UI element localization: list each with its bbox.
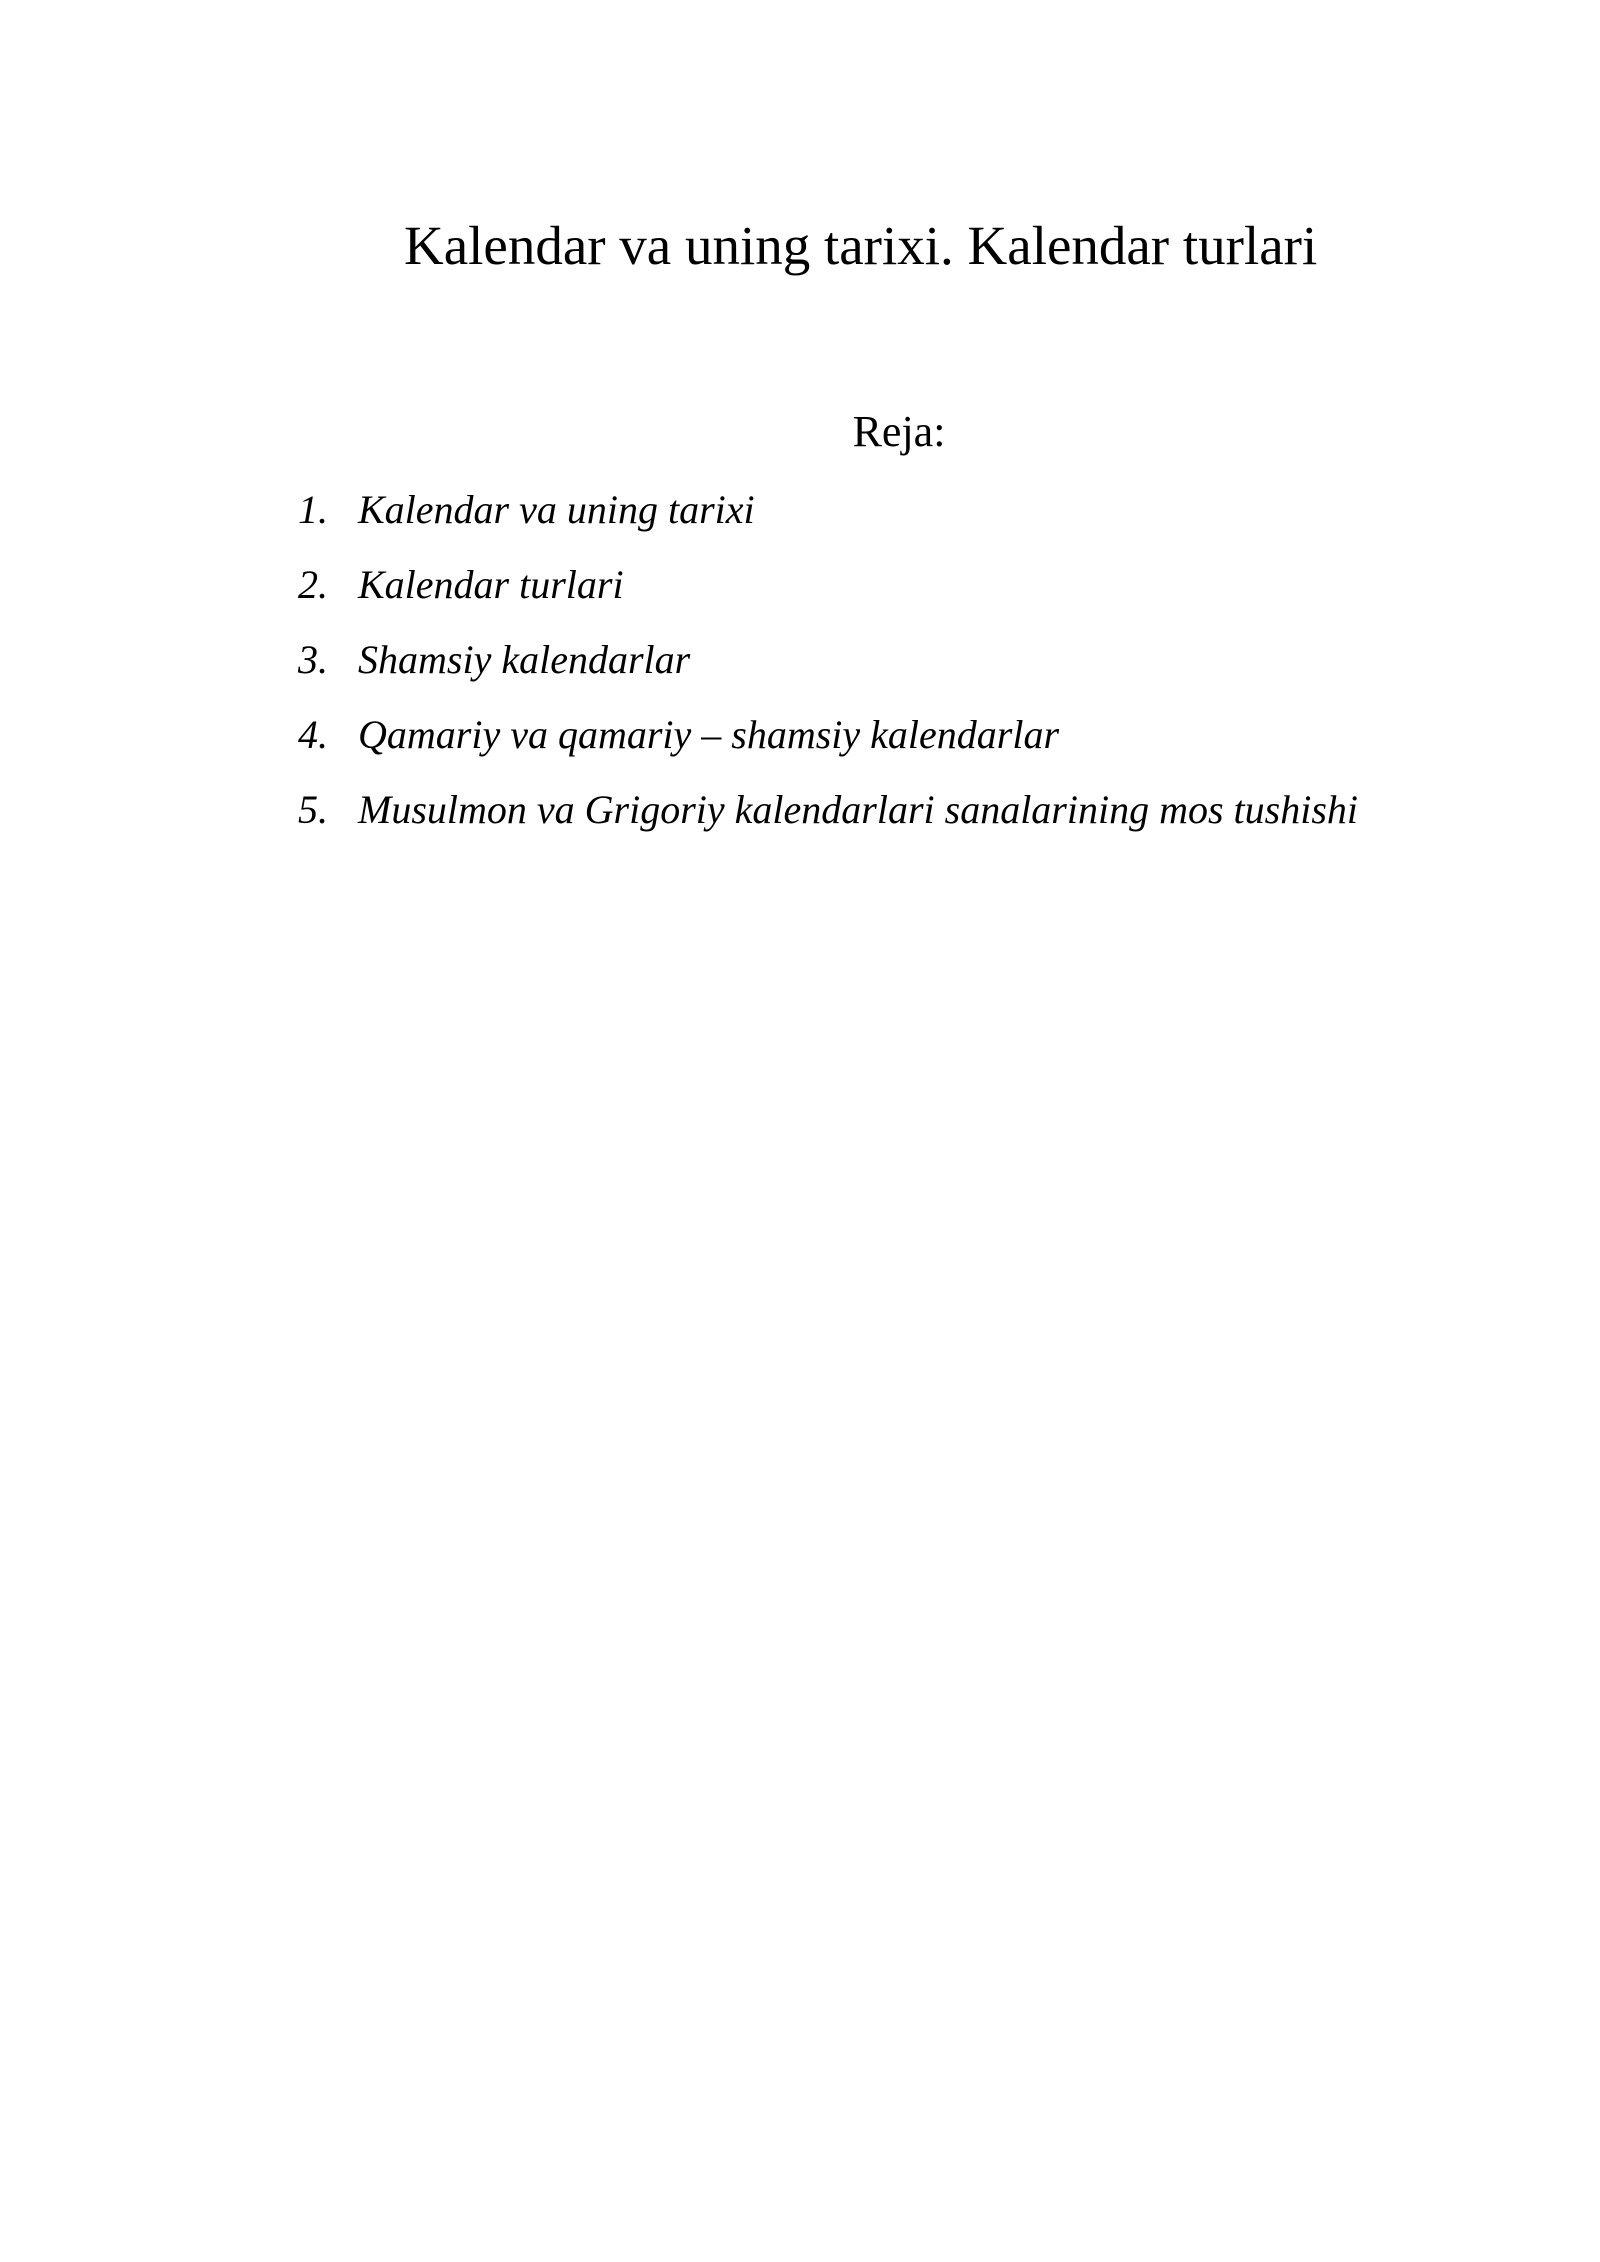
plan-item-text: Kalendar turlari bbox=[358, 562, 624, 607]
plan-item bbox=[298, 637, 1358, 715]
plan-item-number: 1. bbox=[298, 487, 328, 532]
plan-item-text: Kalendar va uning tarixi bbox=[358, 487, 755, 532]
plan-item-number: 2. bbox=[298, 562, 328, 607]
plan-list bbox=[298, 487, 1359, 865]
plan-item bbox=[298, 562, 1358, 640]
plan-item bbox=[298, 487, 1358, 565]
plan-item bbox=[298, 787, 1359, 865]
plan-item-text: Qamariy va qamariy – shamsiy kalendarlar bbox=[358, 712, 1060, 757]
document-title: Kalendar va uning tarixi. Kalendar turlari bbox=[404, 215, 1318, 276]
plan-item-number: 4. bbox=[298, 712, 328, 757]
plan-item bbox=[298, 712, 1358, 790]
plan-item-text: Musulmon va Grigoriy kalendarlari sanalarining mos tushishi bbox=[358, 787, 1359, 832]
plan-heading: Reja: bbox=[852, 407, 946, 456]
plan-item-number: 3. bbox=[298, 637, 328, 682]
plan-item-number: 5. bbox=[298, 787, 328, 832]
plan-item-text: Shamsiy kalendarlar bbox=[358, 637, 691, 682]
